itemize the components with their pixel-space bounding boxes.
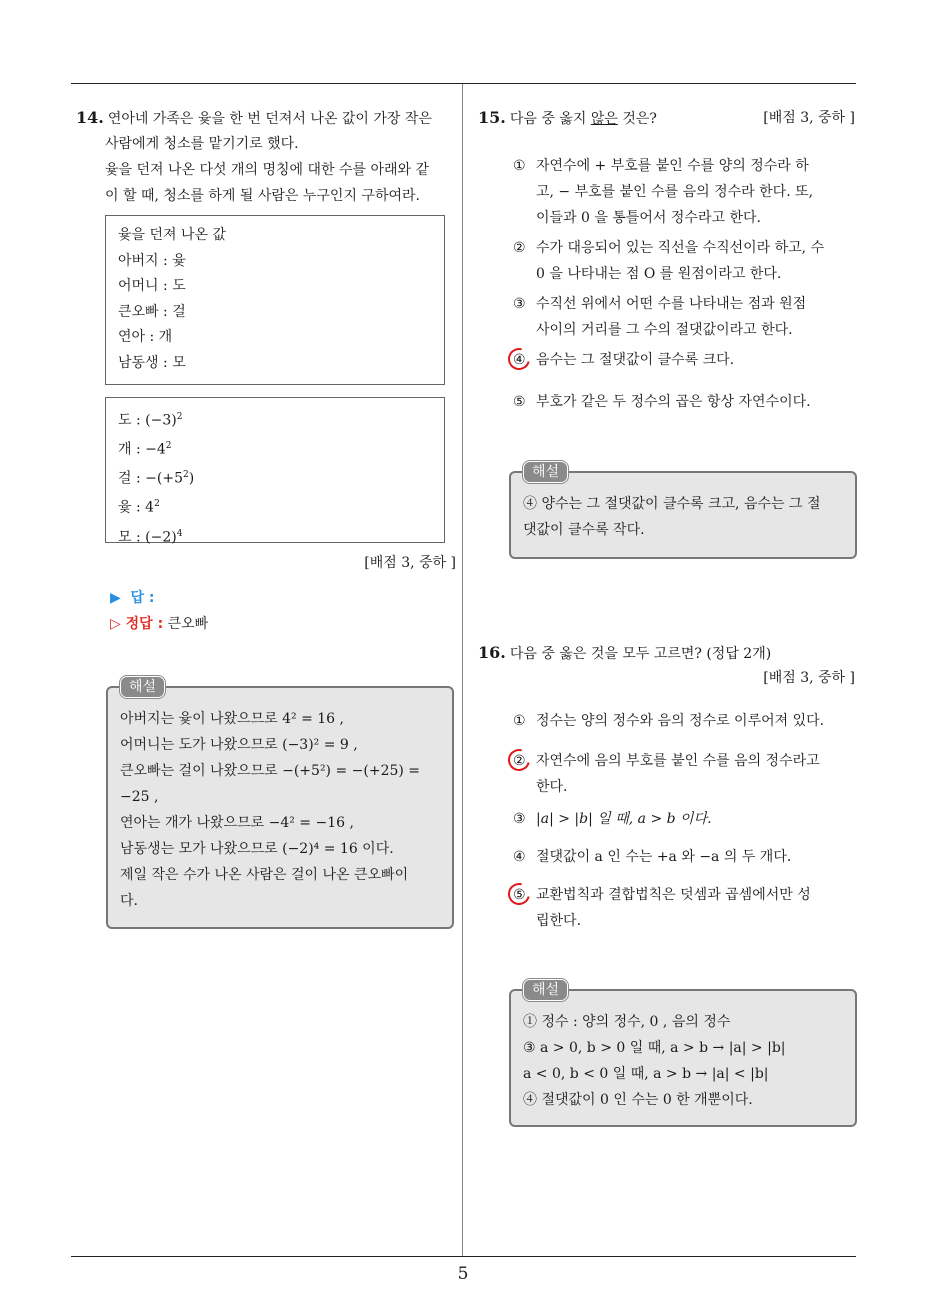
box1-line: 아버지 : 윷 <box>118 252 186 269</box>
q16-choice-4[interactable]: ④ 절댓값이 a 인 수는 +a 와 −a 의 두 개다. <box>513 849 792 865</box>
q16-score: [배점 3, 중하 ] <box>763 670 855 686</box>
box1-line: 어머니 : 도 <box>118 278 186 294</box>
solution-line: 큰오빠는 걸이 나왔으므로 −(+5²) = −(+25) = <box>120 763 421 779</box>
box2-yut: 윷 : $4^2$ <box>118 499 160 517</box>
top-rule <box>71 83 856 84</box>
q14-answer: ▶ 답 : <box>110 590 155 606</box>
box2-do: 도 : $(-3)^2$ <box>118 412 183 429</box>
solution-tag: 해설 <box>120 676 165 698</box>
solution-line: 남동생는 모가 나왔으므로 (−2)⁴ = 16 이다. <box>120 841 394 857</box>
box2-geol: 걸 : $-(+5^2)$ <box>118 470 195 487</box>
q16-solution-box <box>509 982 857 1127</box>
solution-line: a < 0, b < 0 일 때, a > b → |a| < |b| <box>523 1066 769 1082</box>
solution-tag: 해설 <box>523 979 568 1001</box>
q16-choice-3[interactable]: ③ |a| > |b| 일 때, a > b 이다. <box>513 811 712 827</box>
solution-line: 제일 작은 수가 나온 사람은 걸이 나온 큰오빠이 <box>120 867 409 883</box>
outline-play-icon: ▷ <box>110 616 126 632</box>
solution-line: 다. <box>120 893 138 909</box>
q15-choice-1[interactable]: ① 자연수에 + 부호를 붙인 수를 양의 정수라 하 고, − 부호를 붙인 수를 음의 정수라 한다. 또, 이들과 0 을 통틀어서 정수라고 한다. <box>513 158 814 226</box>
solution-line: ④ 절댓값이 0 인 수는 0 한 개뿐이다. <box>523 1092 753 1108</box>
q16-choice-5[interactable]: ⑤ 교환법칙과 결합법칙은 덧셈과 곱셈에서만 성 립한다. <box>478 882 858 934</box>
page-number: 5 <box>457 1264 469 1284</box>
solution-line: 어머니는 도가 나왔으므로 (−3)² = 9 , <box>120 737 358 753</box>
q15-choice-3[interactable]: ③ 수직선 위에서 어떤 수를 나타내는 점과 원점 사이의 거리를 그 수의 절댓값이라고 한다. <box>513 296 807 338</box>
q15-choices <box>478 153 858 415</box>
solution-line: ④ 양수는 그 절댓값이 클수록 크고, 음수는 그 절 <box>523 496 821 512</box>
column-divider <box>462 84 463 1256</box>
box1-line: 남동생 : 모 <box>118 354 186 371</box>
q14-line2: 사람에게 청소를 맡기기로 했다. <box>105 136 299 152</box>
q15-title: 15. 다음 중 옳지 않은 것은? [배점 3, 중하 ] <box>478 106 858 131</box>
q15-choice-5[interactable]: ⑤ 부호가 같은 두 정수의 곱은 항상 자연수이다. <box>513 394 811 410</box>
q14-yut-results-box <box>105 215 445 385</box>
solution-line: −25 , <box>120 789 159 805</box>
question-14 <box>76 106 456 637</box>
question-16 <box>478 641 858 934</box>
q14-correct-answer: ▷ 정답 : 큰오빠 <box>110 616 209 632</box>
q15-choice-4[interactable]: ④ 음수는 그 절댓값이 클수록 크다. <box>478 347 858 373</box>
q14-solution-box <box>106 679 454 929</box>
q16-choice-2[interactable]: ② 자연수에 음의 부호를 붙인 수를 음의 정수라고 한다. <box>478 748 858 800</box>
solution-line: 연아는 개가 나왔으므로 −4² = −16 , <box>120 815 354 831</box>
solution-line: 아버지는 윷이 나왔으므로 4² = 16 , <box>120 711 344 727</box>
q14-number: 14. <box>76 108 104 127</box>
q15-score: [배점 3, 중하 ] <box>763 110 855 126</box>
q16-choices <box>478 708 858 934</box>
q16-choice-1[interactable]: ① 정수는 양의 정수와 음의 정수로 이루어져 있다. <box>513 713 825 729</box>
q15-choice-2[interactable]: ② 수가 대응되어 있는 직선을 수직선이라 하고, 수 0 을 나타내는 점 O 를 원점이라고 한다. <box>513 240 825 282</box>
solution-line: ① 정수 : 양의 정수, 0 , 음의 정수 <box>523 1014 731 1030</box>
solution-line: 댓값이 클수록 작다. <box>523 522 645 538</box>
q14-line1: 14. 연아네 가족은 윷을 한 번 던져서 나온 값이 가장 작은 <box>76 108 432 127</box>
box2-mo: 모 : $(-2)^4$ <box>118 528 183 546</box>
bottom-rule <box>71 1256 856 1257</box>
box1-line: 큰오빠 : 걸 <box>118 303 186 320</box>
question-15 <box>478 106 858 415</box>
solution-tag: 해설 <box>523 461 568 483</box>
play-icon: ▶ <box>110 590 131 606</box>
q14-line3: 윷을 던져 나온 다섯 개의 명칭에 대한 수를 아래와 같 <box>105 162 430 178</box>
box1-line: 연아 : 개 <box>118 329 173 345</box>
q14-score: [배점 3, 중하 ] <box>364 555 456 571</box>
q14-line4: 이 할 때, 청소를 하게 될 사람은 누구인지 구하여라. <box>105 188 420 204</box>
box1-line: 윷을 던져 나온 값 <box>118 227 227 243</box>
box2-gae: 개 : $-4^2$ <box>118 441 172 458</box>
q16-title: 16. 다음 중 옳은 것을 모두 고르면? (정답 2개) <box>478 643 772 662</box>
q14-values-box <box>105 397 445 546</box>
solution-line: ③ a > 0, b > 0 일 때, a > b → |a| > |b| <box>523 1040 786 1056</box>
q15-solution-box <box>509 464 857 559</box>
